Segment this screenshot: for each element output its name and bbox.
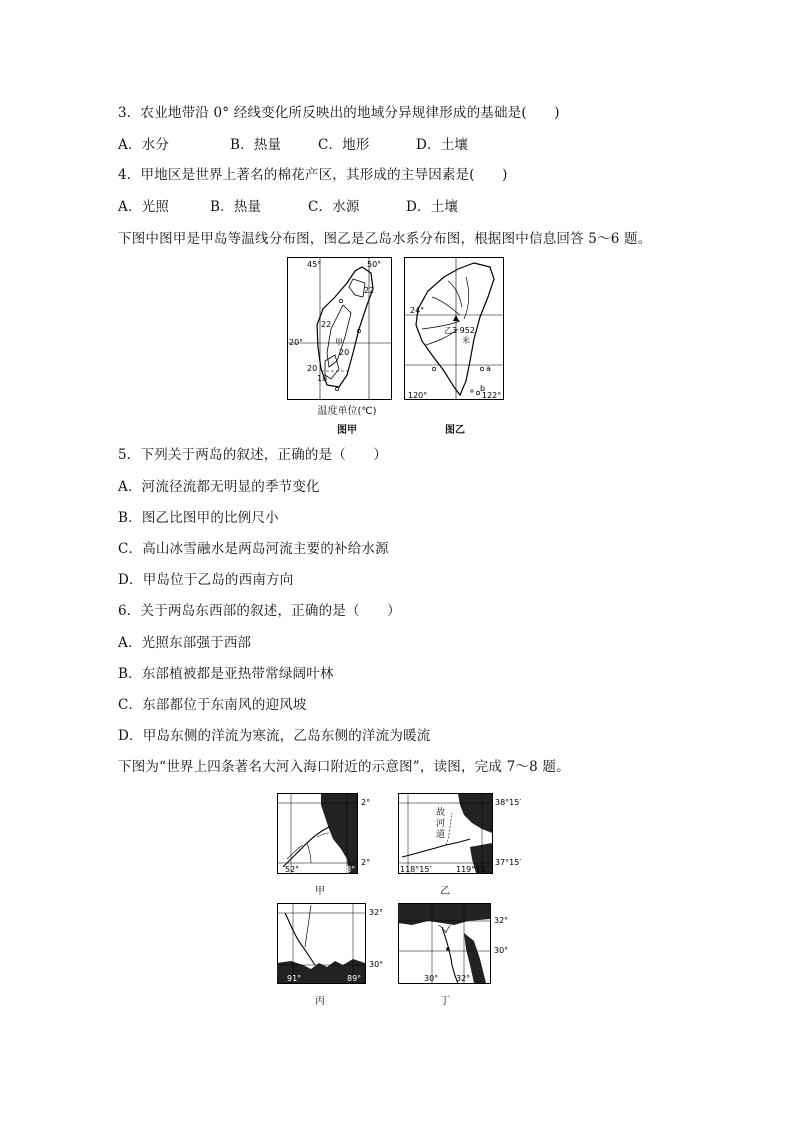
question-5-stem: 5．下列关于两岛的叙述，正确的是（ ） [118,447,388,463]
iso-20-b: 20 [307,364,318,373]
question-4-options [118,198,458,216]
jia-lon-r: 48° [341,865,356,874]
jia-lon-l: 52° [285,865,300,874]
q3-option-a[interactable]: A．水分 [118,137,170,153]
label-lon50: 50° [367,260,382,269]
iso-22-a: 22 [364,286,375,295]
q5-option-b[interactable]: B．图乙比图甲的比例尺小 [118,510,279,526]
isotherm-unit-label: 温度单位(℃) [317,406,377,417]
yi-old-river-3: 道 [436,830,446,840]
q4-option-d[interactable]: D．土壤 [406,199,459,215]
bing-lat-top: 32° [369,908,384,917]
q6-option-a[interactable]: A．光照东部强于西部 [118,635,252,651]
intro-5-6: 下图中图甲是甲岛等温线分布图，图乙是乙岛水系分布图，根据图中信息回答 5～6 题。 [118,231,652,247]
label-a: a [486,364,491,373]
intro-7-8: 下图为“世界上四条著名大河入海口附近的示意图”，读图，完成 7～8 题。 [118,759,570,775]
yi-lon-r: 119°15′ [456,865,488,874]
label-lon45: 45° [307,260,322,269]
question-4-stem: 4．甲地区是世界上著名的棉花产区，其形成的主导因素是( ) [118,167,508,183]
bing-lat-bot: 30° [369,960,384,969]
q5-option-c[interactable]: C．高山冰雪融水是两岛河流主要的补给水源 [118,541,389,557]
iso-20-a: 20 [339,348,350,357]
ding-lat-bot: 30° [494,946,509,955]
river-mouth-map-bing [277,903,389,989]
q4-option-a[interactable]: A．光照 [118,199,170,215]
q4-option-c[interactable]: C．水源 [308,199,360,215]
yi-lat-top: 38°15′ [495,798,522,807]
bing-lon-r: 89° [347,974,362,983]
ding-lon-l: 30° [424,974,439,983]
caption-river-jia: 甲 [315,886,325,897]
caption-tu-jia: 图甲 [337,425,357,436]
yi-old-river-2: 河 [436,819,446,829]
question-3-options [118,136,468,154]
question-3-stem: 3．农业地带沿 0° 经线变化所反映出的地域分异规律形成的基础是( ) [118,105,560,121]
q3-option-b[interactable]: B．热量 [230,137,282,153]
iso-22-b: 22 [321,320,332,329]
q6-option-b[interactable]: B．东部植被都是亚热带常绿阔叶林 [118,666,334,682]
label-lon122: 122° [482,391,502,400]
q5-option-d[interactable]: D．甲岛位于乙岛的西南方向 [118,572,294,588]
river-mouth-map-ding [398,903,510,989]
jia-lat-bot: 2° [361,858,371,867]
river-mouth-map-yi [398,793,533,879]
caption-river-yi: 乙 [440,886,450,897]
isotherm-map-jia [287,257,392,407]
label-lat20: 20° [289,338,304,347]
caption-tu-yi: 图乙 [445,425,465,436]
q3-option-c[interactable]: C．地形 [318,137,370,153]
river-map-yi [404,257,504,407]
label-lat24: 24° [410,306,425,315]
caption-river-ding: 丁 [440,996,450,1007]
label-lon120: 120° [408,391,428,400]
place-jia: 甲 [335,338,343,347]
label-b: b [480,384,486,393]
yi-lat-bot: 37°15′ [495,858,522,867]
river-mouth-map-jia [277,793,379,879]
yi-old-river-1: 故 [436,808,446,818]
q5-option-a[interactable]: A．河流径流都无明显的季节变化 [118,479,320,495]
bing-lon-l: 91° [287,974,302,983]
iso-18: 18 [317,374,328,383]
ding-lat-top: 32° [494,916,509,925]
ding-lon-r: 32° [456,974,471,983]
q6-option-d[interactable]: D．甲岛东侧的洋流为寒流，乙岛东侧的洋流为暖流 [118,728,431,744]
q3-option-d[interactable]: D．土壤 [416,137,469,153]
yi-lon-l: 118°15′ [400,865,432,874]
jia-lat-top: 2° [361,798,371,807]
label-peak: 乙3 952 [444,326,475,335]
q4-option-b[interactable]: B．热量 [210,199,262,215]
caption-river-bing: 丙 [315,996,325,1007]
question-6-stem: 6．关于两岛东西部的叙述，正确的是（ ） [118,603,401,619]
q6-option-c[interactable]: C．东部都位于东南风的迎风坡 [118,697,307,713]
label-mi: 米 [462,336,470,345]
